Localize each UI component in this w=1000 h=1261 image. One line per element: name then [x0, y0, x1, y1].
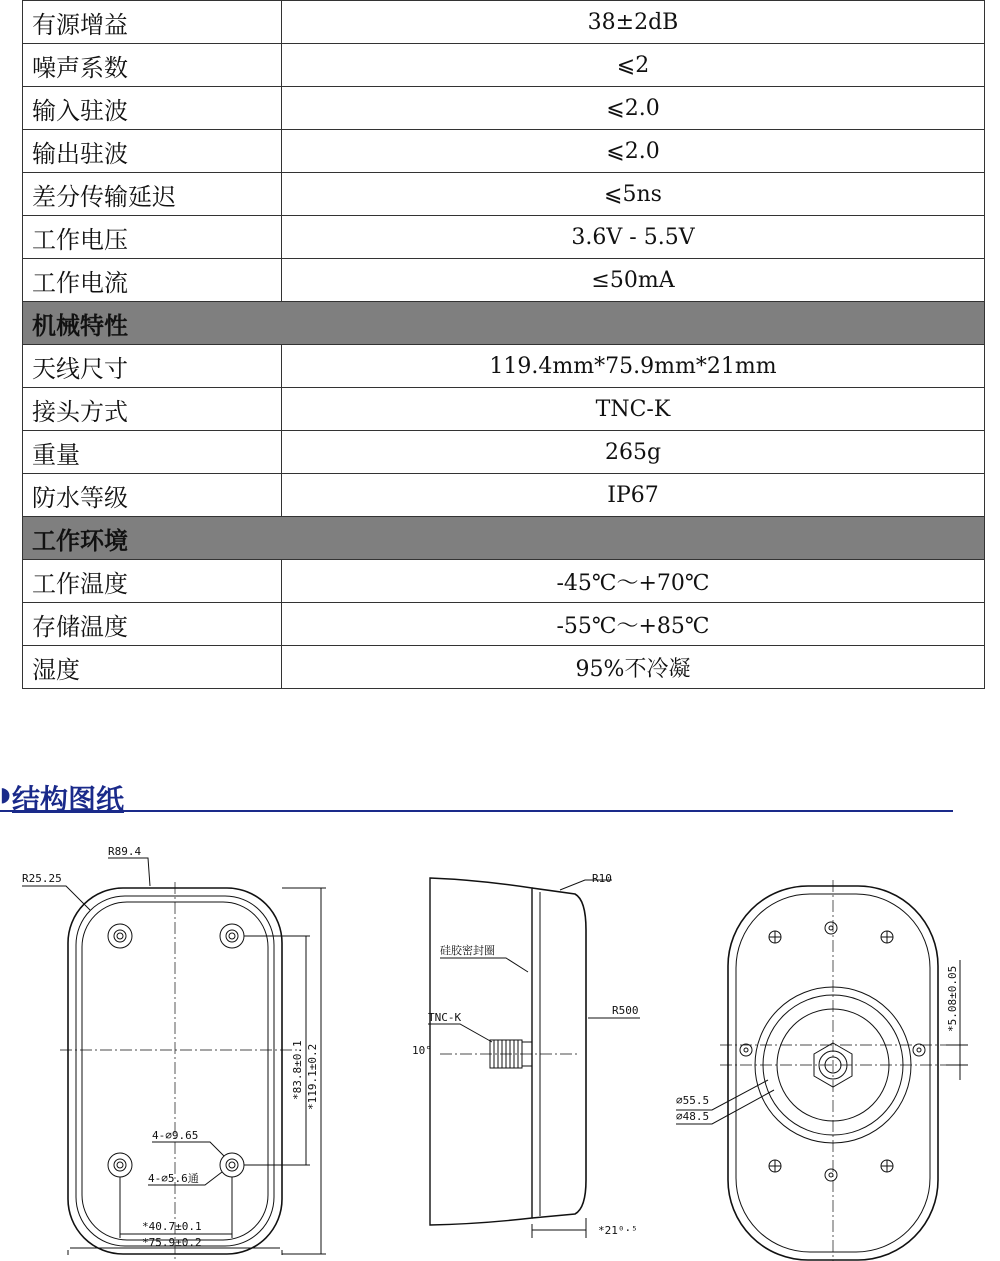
- svg-text:4-⌀5.6通: 4-⌀5.6通: [148, 1172, 199, 1185]
- spec-table: [22, 0, 985, 689]
- table-row: [23, 87, 985, 130]
- section-bullet-icon: ◗: [0, 782, 11, 806]
- front-view: [22, 858, 326, 1260]
- spec-key: 输出驻波: [23, 130, 282, 173]
- screw-hole-icon: [740, 1044, 752, 1056]
- spec-key: 接头方式: [23, 388, 282, 431]
- spec-value: -45℃～+70℃: [282, 560, 985, 603]
- drawing-section-header: [0, 778, 953, 816]
- svg-text:R25.25: R25.25: [22, 872, 62, 885]
- spec-key: 工作电流: [23, 259, 282, 302]
- svg-text:*83.8±0.1: *83.8±0.1: [291, 1040, 304, 1100]
- table-row: [23, 388, 985, 431]
- spec-key: 重量: [23, 431, 282, 474]
- spec-value: 119.4mm*75.9mm*21mm: [282, 345, 985, 388]
- table-row: [23, 1, 985, 44]
- table-section-row: [23, 302, 985, 345]
- svg-text:*40.7±0.1: *40.7±0.1: [142, 1220, 202, 1233]
- svg-text:R89.4: R89.4: [108, 845, 142, 858]
- screw-hole-icon: [825, 922, 837, 934]
- spec-value: ⩽5ns: [282, 173, 985, 216]
- section-label: 工作环境: [23, 517, 985, 560]
- spec-value: IP67: [282, 474, 985, 517]
- spec-key: 存储温度: [23, 603, 282, 646]
- spec-key: 有源增益: [23, 1, 282, 44]
- spec-key: 天线尺寸: [23, 345, 282, 388]
- bottom-view: [676, 880, 968, 1261]
- table-section-row: [23, 517, 985, 560]
- svg-text:10°: 10°: [412, 1044, 432, 1057]
- svg-text:*21⁰⋅⁵: *21⁰⋅⁵: [598, 1224, 638, 1237]
- spec-value: ⩽2: [282, 44, 985, 87]
- spec-key: 噪声系数: [23, 44, 282, 87]
- table-row: [23, 646, 985, 689]
- spec-value: TNC-K: [282, 388, 985, 431]
- svg-text:4-⌀9.65: 4-⌀9.65: [152, 1129, 199, 1142]
- svg-text:⌀55.5: ⌀55.5: [676, 1094, 710, 1107]
- spec-value: 38±2dB: [282, 1, 985, 44]
- screw-hole-icon: [769, 931, 781, 943]
- mount-hole-icon: [108, 1153, 132, 1177]
- spec-key: 差分传输延迟: [23, 173, 282, 216]
- table-row: [23, 44, 985, 87]
- svg-text:R10: R10: [592, 872, 612, 885]
- structure-drawing: [0, 820, 1000, 1261]
- table-row: [23, 259, 985, 302]
- spec-value: 3.6V - 5.5V: [282, 216, 985, 259]
- spec-key: 湿度: [23, 646, 282, 689]
- table-row: [23, 474, 985, 517]
- table-row: [23, 173, 985, 216]
- screw-hole-icon: [881, 931, 893, 943]
- screw-hole-icon: [769, 1160, 781, 1172]
- spec-value: -55℃～+85℃: [282, 603, 985, 646]
- spec-value: ≤50mA: [282, 259, 985, 302]
- svg-text:*119.1±0.2: *119.1±0.2: [306, 1043, 319, 1110]
- table-row: [23, 216, 985, 259]
- svg-text:硅胶密封圈: 硅胶密封圈: [440, 944, 495, 957]
- spec-value: ⩽2.0: [282, 130, 985, 173]
- table-row: [23, 345, 985, 388]
- mount-hole-icon: [108, 924, 132, 948]
- table-row: [23, 431, 985, 474]
- spec-value: 95%不冷凝: [282, 646, 985, 689]
- table-row: [23, 560, 985, 603]
- spec-value: ⩽2.0: [282, 87, 985, 130]
- svg-text:TNC-K: TNC-K: [428, 1011, 462, 1024]
- spec-key: 输入驻波: [23, 87, 282, 130]
- spec-value: 265g: [282, 431, 985, 474]
- svg-text:R500: R500: [612, 1004, 639, 1017]
- svg-text:*5.08±0.05: *5.08±0.05: [946, 965, 959, 1032]
- spec-key: 工作温度: [23, 560, 282, 603]
- screw-hole-icon: [881, 1160, 893, 1172]
- screw-hole-icon: [825, 1169, 837, 1181]
- mount-hole-icon: [220, 1153, 244, 1177]
- svg-text:⌀48.5: ⌀48.5: [676, 1110, 710, 1123]
- screw-hole-icon: [913, 1044, 925, 1056]
- mount-hole-icon: [220, 924, 244, 948]
- spec-key: 防水等级: [23, 474, 282, 517]
- spec-key: 工作电压: [23, 216, 282, 259]
- section-title: 结构图纸: [12, 783, 125, 816]
- side-view: [428, 878, 640, 1238]
- section-label: 机械特性: [23, 302, 985, 345]
- svg-text:*75.9±0.2: *75.9±0.2: [142, 1236, 202, 1249]
- table-row: [23, 130, 985, 173]
- table-row: [23, 603, 985, 646]
